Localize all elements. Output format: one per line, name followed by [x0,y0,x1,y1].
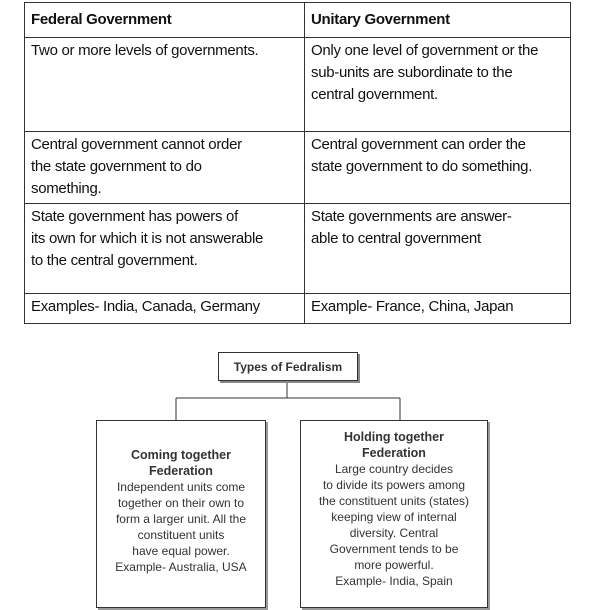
table-row [25,204,571,294]
comparison-table [24,2,571,324]
table-cell: State government has powers of its own for which it is not answerable to the central government. [25,204,305,294]
table-cell: Only one level of government or the sub-units are subordinate to the central government. [305,38,571,132]
table-cell: State governments are answer- able to central government [305,204,571,294]
table-cell: Examples- India, Canada, Germany [25,294,305,324]
table-row [25,132,571,204]
table-cell: Example- France, China, Japan [305,294,571,324]
holding-together-text: Large country decides to divide its powers among the constituent units (states) keeping view of internal diversity. Central Government tends to be more powerful. Example- India, Spain [318,462,470,588]
holding-together-box [300,420,488,608]
table-row [25,294,571,324]
header-federal: Federal Government [25,3,305,38]
coming-together-box [96,420,266,608]
table-row [25,38,571,132]
federalism-types-box [218,352,358,381]
coming-together-title: Coming together Federation [131,448,231,478]
table-cell: Central government cannot order the state government to do something. [25,132,305,204]
header-unitary: Unitary Government [305,3,571,38]
coming-together-text: Independent units come together on their own to form a larger unit. All the constituent units have equal power. Example- Australia, USA [115,480,247,574]
table-header-row [25,3,571,38]
federalism-types-title: Types of Fedralism [233,359,343,374]
table-cell: Two or more levels of governments. [25,38,305,132]
holding-together-title: Holding together Federation [344,430,444,460]
table-cell: Central government can order the state government to do something. [305,132,571,204]
